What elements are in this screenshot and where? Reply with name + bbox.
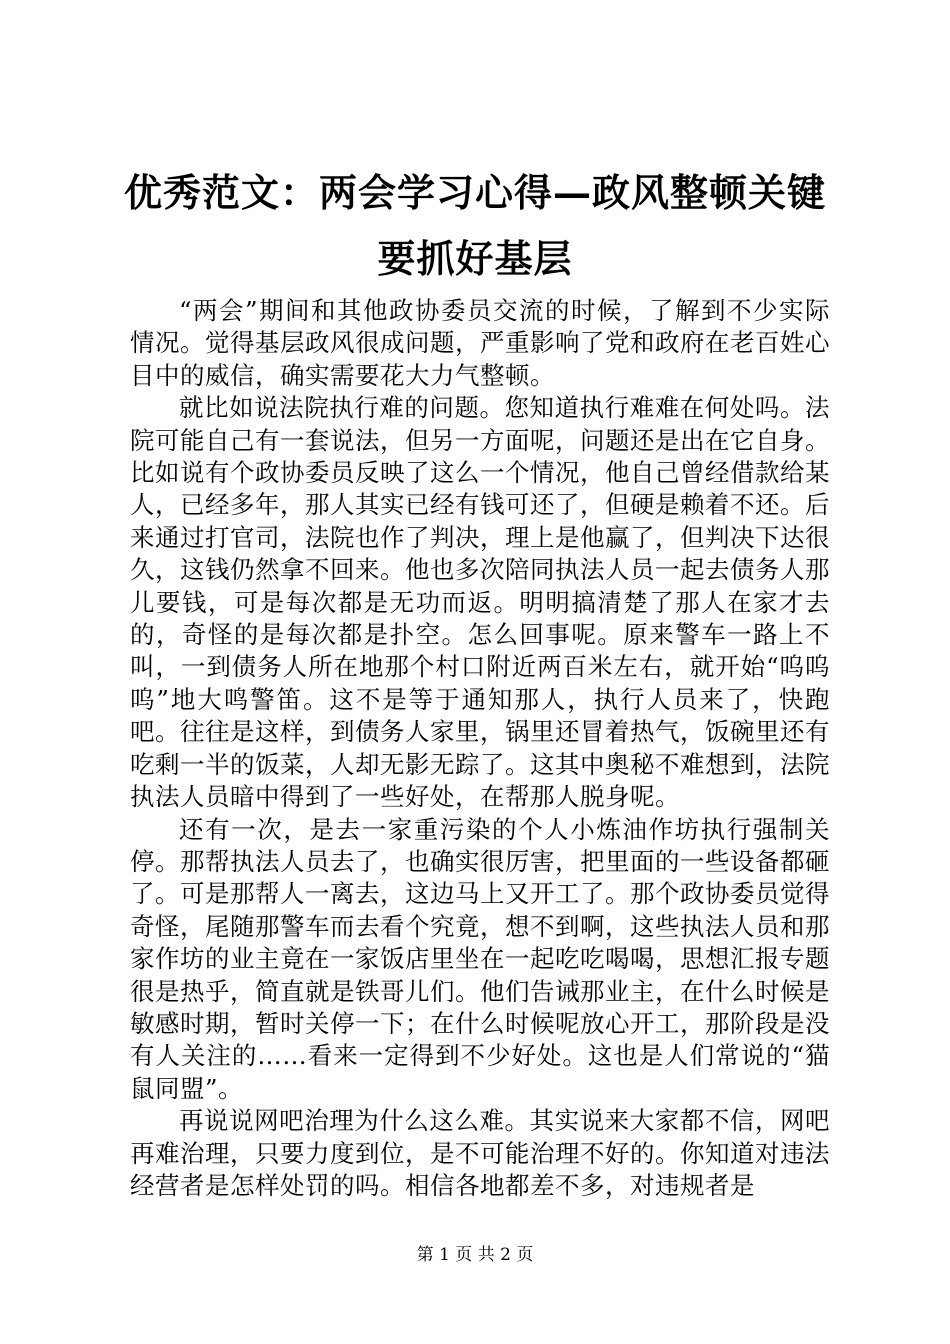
paragraph: “两会”期间和其他政协委员交流的时候，了解到不少实际情况。觉得基层政风很成问题，严重影响了党和政府在老百姓心目中的威信，确实需要花大力气整顿。 <box>130 296 830 390</box>
paragraph: 还有一次，是去一家重污染的个人小炼油作坊执行强制关停。那帮执法人员去了，也确实很厉害，把里面的一些设备都砸了。可是那帮人一离去，这边马上又开工了。那个政协委员觉得奇怪，尾随那警车而去看个究竟，想不到啊，这些执法人员和那家作坊的业主竟在一家饭店里坐在一起吃吃喝喝，思想汇报专题很是热乎，简直就是铁哥儿们。他们告诫那业主，在什么时候是敏感时期，暂时关停一下；在什么时候呢放心开工，那阶段是没有人关注的……看来一定得到不少好处。这也是人们常说的“猫鼠同盟”。 <box>130 814 830 1103</box>
page-number-footer: 第 1 页 共 2 页 <box>416 1245 534 1265</box>
paragraph: 就比如说法院执行难的问题。您知道执行难难在何处吗。法院可能自己有一套说法，但另一方面呢，问题还是出在它自身。比如说有个政协委员反映了这么一个情况，他自己曾经借款给某人，已经多年，那人其实已经有钱可还了，但硬是赖着不还。后来通过打官司，法院也作了判决，理上是他赢了，但判决下达很久，这钱仍然拿不回来。他也多次陪同执法人员一起去债务人那儿要钱，可是每次都是无功而返。明明搞清楚了那人在家才去的，奇怪的是每次都是扑空。怎么回事呢。原来警车一路上不叫，一到债务人所在地那个村口附近两百米左右，就开始“呜呜呜”地大鸣警笛。这不是等于通知那人，执行人员来了，快跑吧。往往是这样，到债务人家里，锅里还冒着热气，饭碗里还有吃剩一半的饭菜，人却无影无踪了。这其中奥秘不难想到，法院执法人员暗中得到了一些好处，在帮那人脱身呢。 <box>130 393 830 812</box>
document-title: 优秀范文：两会学习心得—政风整顿关键要抓好基层 <box>123 170 826 281</box>
document-body <box>130 295 830 1202</box>
paragraph: 再说说网吧治理为什么这么难。其实说来大家都不信，网吧再难治理，只要力度到位，是不可能治理不好的。你知道对违法经营者是怎样处罚的吗。相信各地都差不多，对违规者是 <box>130 1106 830 1200</box>
